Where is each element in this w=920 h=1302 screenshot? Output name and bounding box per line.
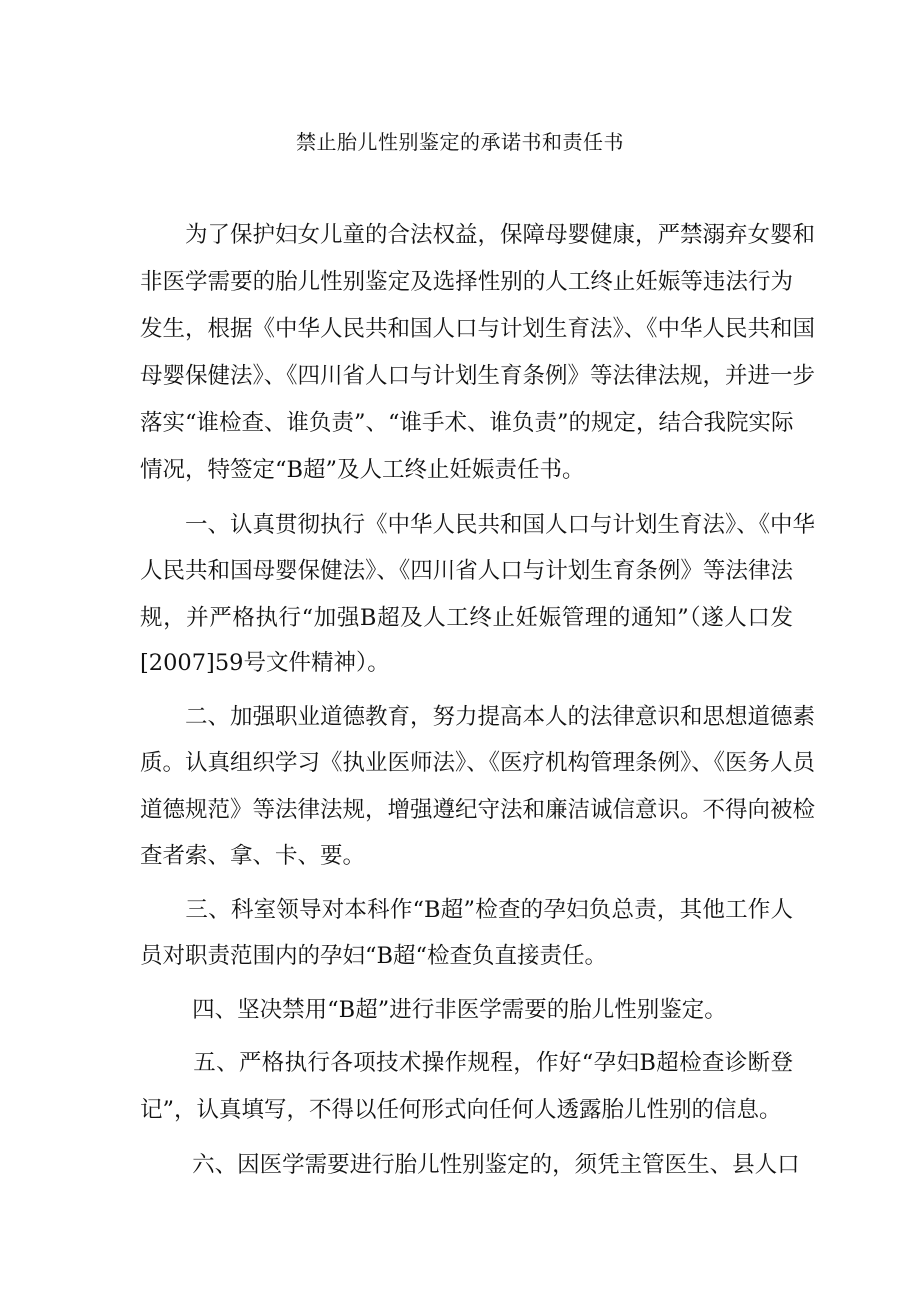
text-line: 记”，认真填写，不得以任何形式向任何人透露胎儿性别的信息。 — [140, 1097, 782, 1123]
text-line: 质。认真组织学习《执业医师法》、《医疗机构管理条例》、《医务人员 — [140, 750, 816, 776]
text-line: 非医学需要的胎儿性别鉴定及选择性别的人工终止妊娠等违法行为 — [140, 269, 793, 295]
document-title: 禁止胎儿性别鉴定的承诺书和责任书 — [296, 130, 624, 154]
text-line: 道德规范》等法律法规，增强遵纪守法和廉洁诚信意识。不得向被检 — [140, 797, 816, 823]
text-line: 二、加强职业道德教育，努力提高本人的法律意识和思想道德素 — [140, 704, 816, 730]
text-line: 发生，根据《中华人民共和国人口与计划生育法》、《中华人民共和国 — [140, 316, 816, 342]
text-line: 落实“谁检查、谁负责”、“谁手术、谁负责”的规定，结合我院实际 — [140, 410, 794, 436]
text-line: 情况，特签定“B超”及人工终止妊娠责任书。 — [140, 457, 585, 483]
text-line: 一、认真贯彻执行《中华人民共和国人口与计划生育法》、《中华 — [140, 512, 816, 538]
text-line: 五、严格执行各项技术操作规程，作好“孕妇B超检查诊断登 — [140, 1050, 793, 1076]
text-line: 六、因医学需要进行胎儿性别鉴定的，须凭主管医生、县人口 — [140, 1152, 800, 1178]
text-line: 四、坚决禁用“B超”进行非医学需要的胎儿性别鉴定。 — [140, 997, 727, 1023]
text-line: 员对职责范围内的孕妇“B超“检查负直接责任。 — [140, 943, 608, 969]
text-line: 三、科室领导对本科作“B超”检查的孕妇负总责，其他工作人 — [140, 897, 793, 923]
text-line: 母婴保健法》、《四川省人口与计划生育条例》等法律法规，并进一步 — [140, 363, 816, 389]
text-line: 为了保护妇女儿童的合法权益，保障母婴健康，严禁溺弃女婴和 — [140, 222, 816, 248]
text-line: 人民共和国母婴保健法》、《四川省人口与计划生育条例》等法律法 — [140, 558, 793, 584]
text-line: [2007]59号文件精神）。 — [140, 650, 390, 676]
text-line: 规，并严格执行“加强B超及人工终止妊娠管理的通知”（遂人口发 — [140, 605, 793, 631]
text-line: 查者索、拿、卡、要。 — [140, 843, 366, 869]
